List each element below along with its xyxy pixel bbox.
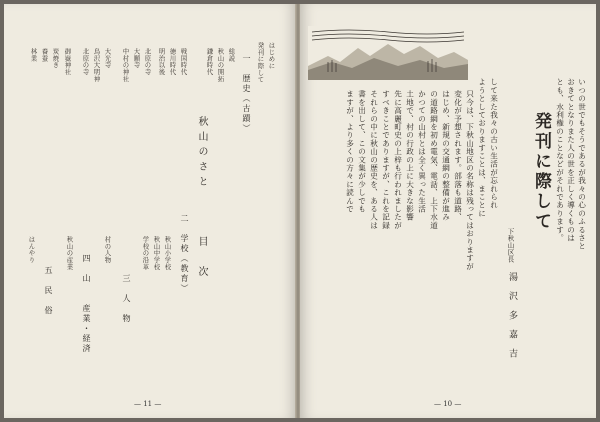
section-heading: 四 山 産業・経済 (82, 254, 91, 354)
page-number: — 10 — (434, 400, 462, 408)
toc-line: 村の人物 (103, 236, 112, 264)
body-line: の道路網を初め電気、電話、上下水道 (429, 90, 439, 230)
toc-line: 徳川時代 (168, 48, 177, 76)
left-page (4, 4, 297, 418)
toc-line: 秋山小学校 (163, 236, 172, 270)
toc-line: はじめに (267, 42, 276, 70)
toc-line: 中村の神社 (121, 48, 130, 82)
toc-line: 炭焼き (51, 48, 60, 69)
toc-line: 総説 (227, 48, 236, 62)
body-line: ようとしておりますことは、まことに (477, 78, 487, 218)
page-number: — 11 — (134, 400, 162, 408)
author-role: 下秋山区長 (506, 228, 515, 263)
toc-line: 大光寺 (103, 48, 112, 69)
body-line: ますが、より多くの方々に読んで (345, 90, 355, 213)
body-line: それらの中に秋山の歴史を、ある人は (369, 90, 379, 230)
section-heading: 二 学校（教育） (180, 214, 189, 294)
toc-line: 林業 (29, 48, 38, 62)
body-line: かつての山村とは全く異った生活 (417, 90, 427, 213)
body-line: すべきことでありますが、これを記録 (381, 90, 391, 230)
body-line: 変化が予想されます。部落も道路、 (453, 90, 463, 222)
body-line: 先に高麗町史の上梓も行われましたが (393, 90, 403, 230)
toc-line: 北原の寺 (81, 48, 90, 76)
toc-line: 学校の沿革 (141, 236, 150, 270)
section-heading: 一 歴史（古蹟） (242, 54, 251, 134)
body-line: 只今は、下秋山地区の名称は残ってはおりますが (465, 90, 475, 271)
toc-line: 大願寺 (132, 48, 141, 69)
toc-line: 御嶽神社 (63, 48, 72, 76)
body-line: とも、水利権のことなどがそれであります。 (555, 78, 565, 242)
author-name: 湯 沢 多 嘉 吉 (507, 272, 517, 359)
toc-line: 秋山の開拓 (216, 48, 225, 82)
toc-line: 発刊に際して (256, 42, 265, 83)
section-heading: 五 民 俗 (44, 266, 53, 316)
toc-line: 明治以後 (157, 48, 166, 76)
body-line: して来た我々の古い生活が忘れられ (489, 78, 499, 210)
toc-line: 北原の寺 (143, 48, 152, 76)
right-page (300, 4, 596, 418)
toc-line: 秋山中学校 (152, 236, 161, 270)
section-heading: 三 人 物 (122, 274, 131, 324)
body-line: はじめ、新規の交通網の整備が進み (441, 90, 451, 222)
toc-line: はんやり (27, 236, 36, 264)
toc-line: 鳥沢大明神 (92, 48, 101, 82)
body-line: いつの世でもそうであるが我々の心のふるさと (577, 78, 587, 251)
essay-title: 発刊に際して (531, 112, 551, 232)
body-line: おきてとなりまた人の世を正しく導くものは (566, 78, 576, 242)
toc-line: 秋山の産業 (65, 236, 74, 270)
book-title: 秋山のさと (196, 116, 207, 191)
toc-line: 養蚕 (40, 48, 49, 62)
body-line: 書を出して、この文集が少しでも (357, 90, 367, 213)
body-line: 土地で、村の行政の上に大きな影響 (405, 90, 415, 222)
mountain-illustration-icon (308, 26, 468, 80)
toc-line: 戦国時代 (179, 48, 188, 76)
toc-line: 鎌倉時代 (205, 48, 214, 76)
contents-heading: 目 次 (196, 236, 207, 281)
